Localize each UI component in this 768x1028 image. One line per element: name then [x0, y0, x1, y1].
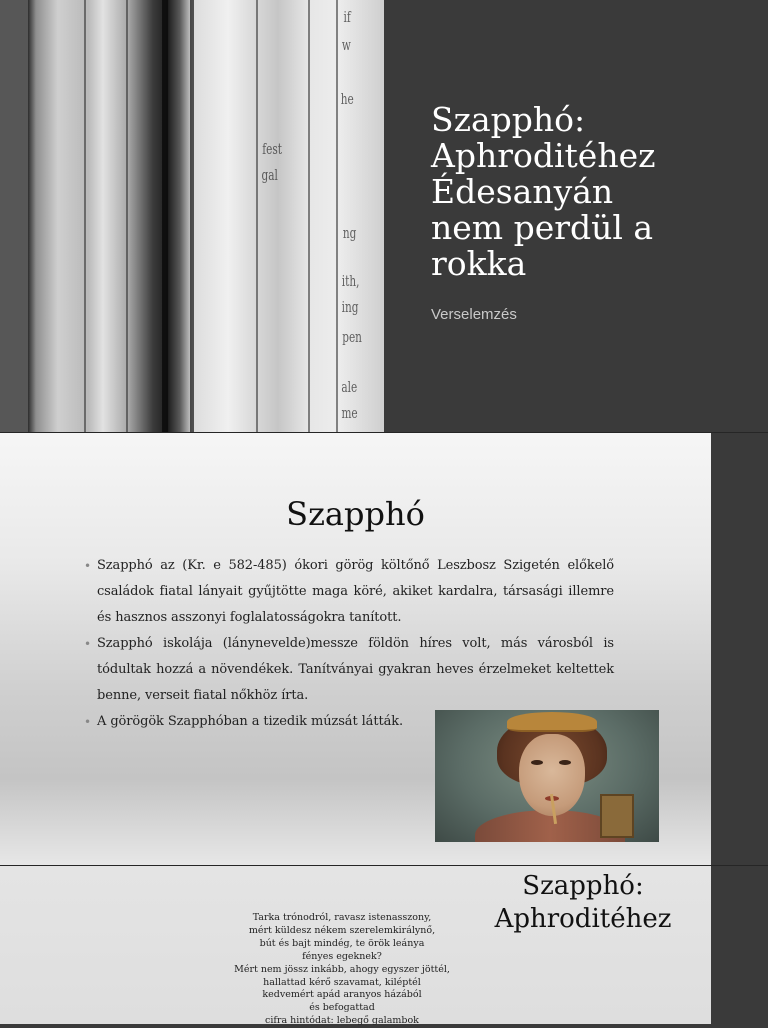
poem-line: és befogattad — [309, 1002, 375, 1014]
book-spine-shadow — [162, 0, 168, 432]
slide-content-panel — [0, 866, 711, 1027]
presentation-title — [431, 102, 751, 282]
page-print: gal — [261, 166, 278, 184]
slide-heading — [470, 870, 696, 936]
page-print: ith, — [341, 272, 360, 290]
book-gutter — [190, 0, 194, 432]
poem-line: kedvemért apád aranyos házából — [262, 989, 422, 1001]
open-book-photo — [28, 0, 384, 432]
list-item — [84, 553, 614, 631]
page-print: ing — [341, 298, 359, 316]
bullet-icon: • — [84, 559, 91, 573]
portrait-eye — [531, 760, 543, 765]
page-print: fest — [262, 140, 282, 158]
poem-line: hallattad kérő szavamat, kiléptél — [263, 976, 421, 988]
portrait-hairnet — [507, 712, 597, 732]
poem-line: mért küldesz nékem szerelemkirálynő, — [248, 924, 436, 936]
title-line: rokka — [431, 244, 527, 283]
heading-line: Szapphó: — [522, 871, 644, 901]
page-edge — [84, 0, 86, 432]
title-line: nem perdül a — [431, 208, 654, 247]
portrait-tablet — [600, 794, 634, 838]
poem-line: bút és bajt mindég, te örök leánya — [259, 937, 425, 949]
poem-line: fényes egeknek? — [302, 950, 382, 962]
page-edge — [126, 0, 128, 432]
content-slide-szappho — [0, 433, 768, 865]
bullet-text: A görögök Szapphóban a tizedik múzsát látták. — [97, 714, 404, 729]
bullet-text: Szapphó az (Kr. e 582-485) ókori görög költőnő Leszbosz Szigetén előkelő családok fiatal lányait gyűjtötte maga köré, akiket kardalra, társasági illemre és hasznos asszonyi foglalatosságokra tanított. — [97, 558, 614, 625]
presentation-subtitle: Verselemzés — [431, 306, 517, 323]
poem-line: Tarka trónodról, ravasz istenasszony, — [252, 912, 432, 923]
bullet-list — [84, 553, 614, 735]
page-print: w — [341, 36, 351, 54]
page-edge — [336, 0, 338, 432]
page-edge — [308, 0, 310, 432]
portrait-eye — [559, 760, 571, 765]
poem-text — [220, 912, 464, 1028]
slide-content-panel — [0, 433, 711, 865]
slide-heading: Szapphó — [286, 495, 425, 533]
page-print: if — [343, 8, 351, 26]
list-item — [84, 709, 417, 735]
bullet-icon: • — [84, 715, 91, 729]
slide-left-edge — [0, 0, 28, 432]
heading-line: Aphroditéhez — [494, 904, 672, 934]
page-print: me — [341, 404, 358, 422]
content-slide-aphroditehez — [0, 866, 768, 1027]
bullet-icon: • — [84, 637, 91, 651]
page-edge — [256, 0, 258, 432]
bullet-text: Szapphó iskolája (lánynevelde)messze földön híres volt, más városból is tódultak hozzá a növendékek. Tanítványai gyakran heves érzelmeket keltettek benne, verseit fiatal nőkhöz írta. — [97, 636, 614, 703]
title-slide — [0, 0, 768, 432]
poem-line: cifra hintódat: lebegő galambok — [265, 1015, 419, 1027]
title-line: Édesanyán — [431, 172, 614, 211]
list-item — [84, 631, 614, 709]
title-line: Szapphó: — [431, 100, 586, 139]
page-print: he — [340, 90, 354, 108]
page-print: pen — [342, 328, 362, 346]
sappho-portrait-image — [435, 710, 659, 842]
page-print: ale — [341, 378, 358, 396]
poem-line: Mért nem jössz inkább, ahogy egyszer jöttél, — [234, 963, 450, 975]
page-print: ng — [342, 224, 357, 242]
title-line: Aphroditéhez — [431, 136, 656, 175]
